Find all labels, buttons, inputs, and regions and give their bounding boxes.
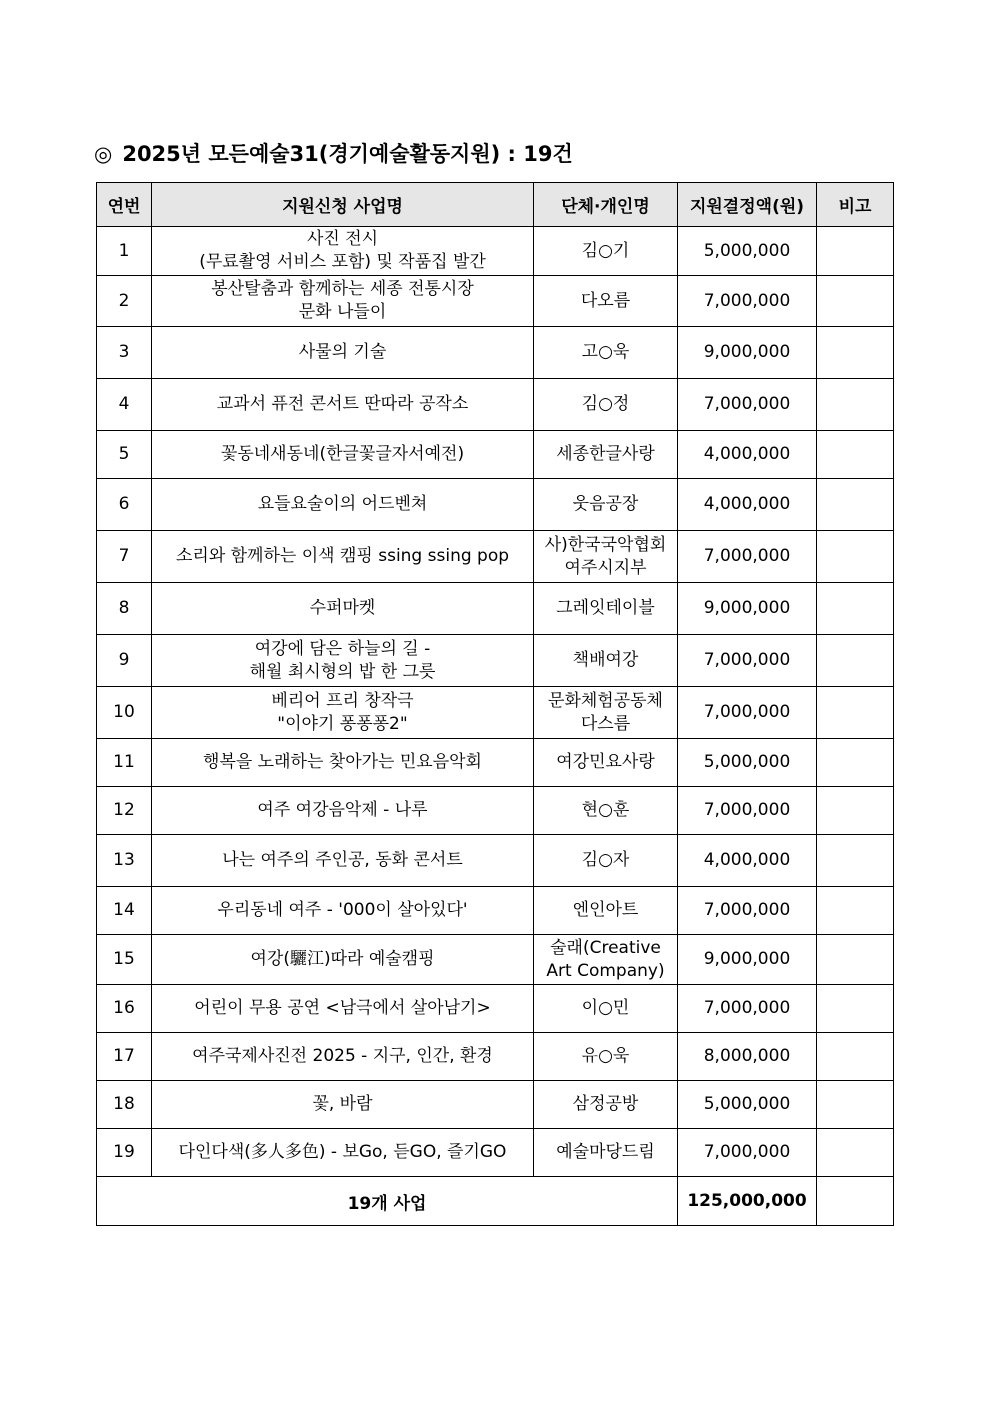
- applicant-cell: [534, 1081, 678, 1129]
- applicant-name-line: 책배여강: [572, 650, 639, 670]
- project-name-line: 소리와 함께하는 이색 캠핑 ssing ssing pop: [175, 546, 510, 566]
- applicant-cell: [534, 431, 678, 479]
- applicant-cell: [534, 835, 678, 887]
- applicant-name-line: 유○욱: [581, 1046, 630, 1066]
- project-name-cell: [152, 935, 534, 985]
- applicant-name-line: 세종한글사랑: [556, 444, 655, 464]
- applicant-name-line: 그레잇테이블: [556, 598, 655, 618]
- table-row: [97, 531, 894, 583]
- table-row: [97, 1081, 894, 1129]
- project-name-line: 여주국제사진전 2025 - 지구, 인간, 환경: [192, 1046, 493, 1066]
- table-row: [97, 583, 894, 635]
- amount-cell: 7,000,000: [678, 531, 817, 583]
- row-number: 4: [97, 379, 152, 431]
- table-row: [97, 739, 894, 787]
- header-no: 연번: [97, 183, 152, 227]
- row-number: 9: [97, 635, 152, 687]
- row-number: 5: [97, 431, 152, 479]
- title-mark: ◎: [94, 142, 113, 166]
- document-title: [94, 138, 573, 168]
- row-number: 15: [97, 935, 152, 985]
- applicant-cell: [534, 985, 678, 1033]
- project-name-cell: [152, 1129, 534, 1177]
- row-number: 3: [97, 327, 152, 379]
- project-name-cell: [152, 479, 534, 531]
- note-cell: [817, 583, 894, 635]
- project-name-cell: [152, 985, 534, 1033]
- project-name-line: 우리동네 여주 - '000이 살아있다': [217, 900, 468, 920]
- project-name-line: 나는 여주의 주인공, 동화 콘서트: [222, 850, 463, 870]
- project-name-line: 봉산탈춤과 함께하는 세종 전통시장: [211, 279, 474, 299]
- row-number: 14: [97, 887, 152, 935]
- project-name-cell: [152, 583, 534, 635]
- applicant-name-line: 문화체험공동체: [548, 690, 663, 711]
- table-row: [97, 276, 894, 327]
- note-cell: [817, 227, 894, 276]
- applicant-cell: [534, 1033, 678, 1081]
- project-name-line: 행복을 노래하는 찾아가는 민요음악회: [203, 752, 482, 772]
- note-cell: [817, 739, 894, 787]
- project-name-line: "이야기 퐁퐁퐁2": [277, 713, 408, 734]
- row-number: 8: [97, 583, 152, 635]
- project-name-cell: [152, 887, 534, 935]
- project-name-cell: [152, 431, 534, 479]
- applicant-name-line: 김○자: [581, 850, 630, 870]
- project-name-cell: [152, 1081, 534, 1129]
- row-number: 10: [97, 687, 152, 739]
- applicant-cell: [534, 327, 678, 379]
- note-cell: [817, 1033, 894, 1081]
- applicant-cell: [534, 687, 678, 739]
- applicant-name-line: 여강민요사랑: [556, 752, 655, 772]
- applicant-name-line: 삼정공방: [572, 1094, 639, 1114]
- project-name-cell: [152, 835, 534, 887]
- total-label: 19개 사업: [97, 1177, 678, 1226]
- header-note: 비고: [817, 183, 894, 227]
- amount-cell: 7,000,000: [678, 687, 817, 739]
- project-name-line: 꽃, 바람: [312, 1094, 373, 1114]
- note-cell: [817, 1129, 894, 1177]
- applicant-name-line: 사)한국국악협회: [544, 534, 667, 555]
- applicant-cell: [534, 1129, 678, 1177]
- amount-cell: 7,000,000: [678, 787, 817, 835]
- header-amount: 지원결정액(원): [678, 183, 817, 227]
- table-row: [97, 985, 894, 1033]
- note-cell: [817, 887, 894, 935]
- row-number: 11: [97, 739, 152, 787]
- applicant-cell: [534, 531, 678, 583]
- note-cell: [817, 935, 894, 985]
- applicant-cell: [534, 935, 678, 985]
- project-name-cell: [152, 687, 534, 739]
- project-name-line: 여주 여강음악제 - 나루: [257, 800, 428, 820]
- note-cell: [817, 276, 894, 327]
- project-name-cell: [152, 739, 534, 787]
- table-row: [97, 835, 894, 887]
- table-row: [97, 1033, 894, 1081]
- applicant-cell: [534, 276, 678, 327]
- applicant-name-line: 웃음공장: [572, 494, 639, 514]
- note-cell: [817, 835, 894, 887]
- note-cell: [817, 431, 894, 479]
- row-number: 19: [97, 1129, 152, 1177]
- amount-cell: 7,000,000: [678, 1129, 817, 1177]
- row-number: 16: [97, 985, 152, 1033]
- project-name-line: 여강(驪江)따라 예술캠핑: [250, 949, 435, 969]
- total-amount: 125,000,000: [678, 1177, 817, 1226]
- table-body: [97, 227, 894, 1177]
- applicant-cell: [534, 887, 678, 935]
- note-cell: [817, 635, 894, 687]
- project-name-cell: [152, 531, 534, 583]
- row-number: 12: [97, 787, 152, 835]
- applicant-name-line: 술래(Creative: [550, 937, 661, 958]
- amount-cell: 4,000,000: [678, 479, 817, 531]
- amount-cell: 4,000,000: [678, 835, 817, 887]
- table-row: [97, 787, 894, 835]
- table-row: [97, 635, 894, 687]
- table-row: [97, 935, 894, 985]
- note-cell: [817, 531, 894, 583]
- applicant-name-line: 여주시지부: [564, 557, 647, 578]
- amount-cell: 5,000,000: [678, 1081, 817, 1129]
- applicant-name-line: 엔인아트: [572, 900, 639, 920]
- note-cell: [817, 479, 894, 531]
- project-name-line: 다인다색(多人多色) - 보Go, 듣GO, 즐기GO: [178, 1142, 507, 1162]
- table-row: [97, 327, 894, 379]
- amount-cell: 7,000,000: [678, 276, 817, 327]
- applicant-name-line: 현○훈: [581, 800, 630, 820]
- applicant-cell: [534, 739, 678, 787]
- amount-cell: 7,000,000: [678, 635, 817, 687]
- amount-cell: 8,000,000: [678, 1033, 817, 1081]
- amount-cell: 7,000,000: [678, 887, 817, 935]
- project-name-line: 교과서 퓨전 콘서트 딴따라 공작소: [216, 394, 469, 414]
- table-row: [97, 887, 894, 935]
- amount-cell: 9,000,000: [678, 583, 817, 635]
- project-name-line: 여강에 담은 하늘의 길 -: [254, 638, 431, 659]
- row-number: 13: [97, 835, 152, 887]
- applicant-name-line: 다스름: [580, 713, 631, 734]
- total-row: [97, 1177, 894, 1226]
- project-name-line: 수퍼마켓: [309, 598, 376, 618]
- amount-cell: 5,000,000: [678, 739, 817, 787]
- applicant-cell: [534, 227, 678, 276]
- note-cell: [817, 379, 894, 431]
- row-number: 6: [97, 479, 152, 531]
- applicant-name-line: 고○욱: [581, 342, 630, 362]
- project-name-line: 해월 최시형의 밥 한 그릇: [249, 661, 436, 682]
- amount-cell: 4,000,000: [678, 431, 817, 479]
- note-cell: [817, 985, 894, 1033]
- applicant-cell: [534, 583, 678, 635]
- applicant-name-line: Art Company): [546, 960, 665, 981]
- applicant-cell: [534, 479, 678, 531]
- note-cell: [817, 787, 894, 835]
- table-row: [97, 479, 894, 531]
- note-cell: [817, 1081, 894, 1129]
- project-name-line: 요들요술이의 어드벤쳐: [257, 494, 428, 514]
- row-number: 17: [97, 1033, 152, 1081]
- project-name-cell: [152, 787, 534, 835]
- table-row: [97, 379, 894, 431]
- header-applicant: 단체·개인명: [534, 183, 678, 227]
- applicant-name-line: 예술마당드림: [556, 1142, 655, 1162]
- row-number: 18: [97, 1081, 152, 1129]
- project-name-line: 베리어 프리 창작극: [271, 690, 414, 711]
- applicant-name-line: 이○민: [581, 998, 630, 1018]
- row-number: 1: [97, 227, 152, 276]
- table-row: [97, 431, 894, 479]
- amount-cell: 7,000,000: [678, 985, 817, 1033]
- project-name-cell: [152, 1033, 534, 1081]
- row-number: 2: [97, 276, 152, 327]
- header-row: [97, 183, 894, 227]
- project-name-cell: [152, 276, 534, 327]
- amount-cell: 7,000,000: [678, 379, 817, 431]
- title-text: 2025년 모든예술31(경기예술활동지원) : 19건: [122, 142, 573, 166]
- support-table: [96, 182, 894, 1226]
- project-name-line: 어린이 무용 공연 <남극에서 살아남기>: [194, 998, 491, 1018]
- amount-cell: 9,000,000: [678, 935, 817, 985]
- total-note: [817, 1177, 894, 1226]
- project-name-line: 사물의 기술: [298, 342, 387, 362]
- project-name-cell: [152, 327, 534, 379]
- project-name-line: (무료촬영 서비스 포함) 및 작품집 발간: [199, 252, 486, 272]
- applicant-name-line: 다오름: [580, 290, 631, 311]
- table-row: [97, 1129, 894, 1177]
- row-number: 7: [97, 531, 152, 583]
- project-name-line: 꽃동네새동네(한글꽃글자서예전): [220, 444, 465, 464]
- applicant-cell: [534, 635, 678, 687]
- project-name-line: 문화 나들이: [298, 302, 387, 322]
- note-cell: [817, 327, 894, 379]
- applicant-cell: [534, 787, 678, 835]
- project-name-line: 사진 전시: [306, 229, 379, 249]
- project-name-cell: [152, 227, 534, 276]
- applicant-cell: [534, 379, 678, 431]
- applicant-name-line: 김○기: [581, 240, 630, 261]
- table-row: [97, 227, 894, 276]
- table-row: [97, 687, 894, 739]
- project-name-cell: [152, 635, 534, 687]
- note-cell: [817, 687, 894, 739]
- amount-cell: 9,000,000: [678, 327, 817, 379]
- header-project: 지원신청 사업명: [152, 183, 534, 227]
- applicant-name-line: 김○정: [581, 394, 630, 414]
- project-name-cell: [152, 379, 534, 431]
- amount-cell: 5,000,000: [678, 227, 817, 276]
